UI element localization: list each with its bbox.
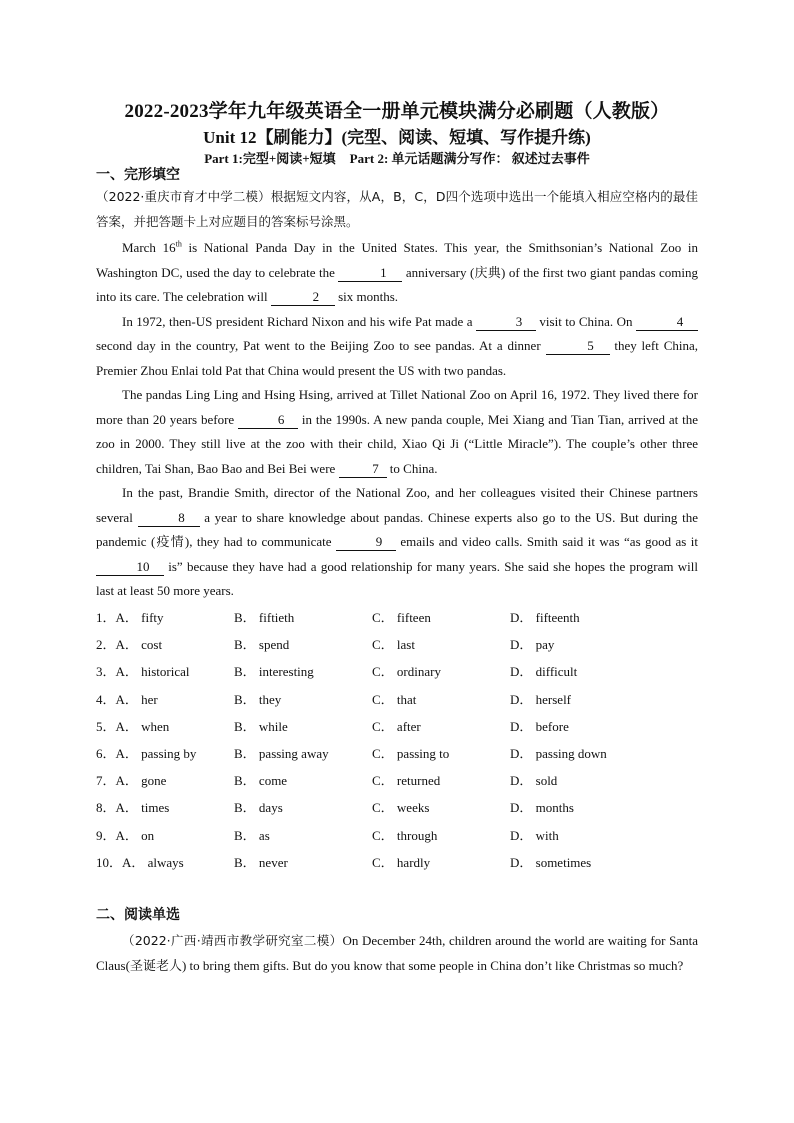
option-b[interactable]: B． as <box>234 827 270 843</box>
option-b[interactable]: B． come <box>234 773 288 789</box>
answer-options <box>96 604 706 876</box>
section2-heading: 二、阅读单选 <box>96 907 180 923</box>
option-row <box>96 686 706 713</box>
p2-text-c: second day in the country, Pat went to the Beijing Zoo to see pandas. At a dinner <box>96 338 546 353</box>
option-b[interactable]: B． they <box>234 691 282 707</box>
blank-2[interactable]: 2 <box>271 289 335 306</box>
option-c[interactable]: C． passing to <box>372 745 450 761</box>
option-c[interactable]: C． that <box>372 691 417 707</box>
option-c[interactable]: C． returned <box>372 773 441 789</box>
blank-5[interactable]: 5 <box>546 338 610 355</box>
option-b[interactable]: B． while <box>234 718 288 734</box>
option-c[interactable]: C． ordinary <box>372 664 441 680</box>
p3-text-a: The pandas Ling Ling and Hsing Hsing, arrived at Tillet National Zoo on April 16, 1972. They lived there for more than 20 years before <box>96 387 698 427</box>
option-a[interactable]: 6．A． passing by <box>96 745 197 761</box>
p3-text-c: to China. <box>386 460 438 476</box>
option-b[interactable]: B． days <box>234 800 283 816</box>
p1-text-b: is National Panda Day in the United States. This year, the Smithsonian’s National Zoo in Washington DC, used the day to celebrate the <box>96 240 698 280</box>
p4-text-b: a year to share knowledge about pandas. Chinese experts also go to the US. But during the pandemic (疫情), they had to communicate <box>96 509 698 549</box>
option-d[interactable]: D． passing down <box>510 745 607 761</box>
cloze-instructions: （2022·重庆市育才中学二模）根据短文内容，从A，B，C，D四个选项中选出一个能填入相应空格内的最佳答案，并把答题卡上对应题目的答案标号涂黑。 <box>96 189 698 229</box>
option-d[interactable]: D． months <box>510 800 574 816</box>
p2-text-a: In 1972, then-US president Richard Nixon and his wife Pat made a <box>122 313 476 329</box>
option-d[interactable]: D． sometimes <box>510 854 592 870</box>
option-d[interactable]: D． sold <box>510 773 558 789</box>
option-b[interactable]: B． passing away <box>234 745 329 761</box>
reading-source: （2022·广西·靖西市教学研究室二模） <box>122 933 343 948</box>
blank-3[interactable]: 3 <box>476 314 536 331</box>
option-row <box>96 658 706 685</box>
blank-9[interactable]: 9 <box>336 534 396 551</box>
option-d[interactable]: D． pay <box>510 637 555 653</box>
option-row <box>96 822 706 849</box>
option-a[interactable]: 3．A． historical <box>96 664 190 680</box>
option-a[interactable]: 5．A． when <box>96 718 170 734</box>
unit-title: Unit 12【刷能力】(完型、阅读、短填、写作提升练) <box>203 128 591 147</box>
option-row <box>96 740 706 767</box>
option-row <box>96 794 706 821</box>
cloze-paragraph-1 <box>96 236 698 310</box>
part2-label: Part 2: 单元话题满分写作： 叙述过去事件 <box>349 151 590 166</box>
option-b[interactable]: B． fiftieth <box>234 610 295 625</box>
blank-4[interactable]: 4 <box>636 314 698 331</box>
blank-10[interactable]: 10 <box>96 559 164 576</box>
cloze-paragraph-2 <box>96 310 698 384</box>
option-d[interactable]: D． fifteenth <box>510 610 580 625</box>
document-title: 2022-2023学年九年级英语全一册单元模块满分必刷题（人教版） <box>124 101 670 122</box>
option-row <box>96 631 706 658</box>
option-c[interactable]: C． through <box>372 827 438 843</box>
option-a[interactable]: 2．A． cost <box>96 637 163 653</box>
option-d[interactable]: D． difficult <box>510 664 578 680</box>
option-row <box>96 849 706 876</box>
section1-heading: 一、完形填空 <box>96 167 180 183</box>
p1-text-d: six months. <box>334 289 399 304</box>
option-a[interactable]: 4．A． her <box>96 691 158 707</box>
option-a[interactable]: 10．A． always <box>96 854 184 870</box>
reading-paragraph-1 <box>96 929 698 978</box>
cloze-paragraph-4 <box>96 481 698 604</box>
blank-1[interactable]: 1 <box>338 265 402 282</box>
p4-text-a: In the past, Brandie Smith, director of the National Zoo, and her colleagues visited their Chinese partners several <box>96 485 698 525</box>
option-c[interactable]: C． after <box>372 718 421 734</box>
blank-7[interactable]: 7 <box>339 461 387 478</box>
p3-text-b: in the 1990s. A new panda couple, Mei Xiang and Tian Tian, arrived at the zoo in 2000. They still live at the zoo with their child, Xiao Qi Ji (“Little Miracle”). The couple’s other three children, Tai Shan, Bao Bao and Bei Bei were <box>96 411 698 476</box>
option-a[interactable]: 8．A． times <box>96 800 170 816</box>
p2-text-b: visit to China. On <box>535 313 636 329</box>
p1-sup: th <box>175 239 182 249</box>
p1-text-a: March 16 <box>122 240 176 255</box>
option-a[interactable]: 7．A． gone <box>96 773 167 789</box>
option-c[interactable]: C． fifteen <box>372 610 431 625</box>
part1-label: Part 1:完型+阅读+短填 <box>204 151 336 166</box>
reading-text: On December 24th, children around the world are waiting for Santa Claus(圣诞老人) to bring them gifts. But do you know that some people in China don’t like Christmas so much? <box>96 933 698 973</box>
option-row <box>96 713 706 740</box>
p4-text-d: is” because they have had a good relationship for many years. She said she hopes the program will last at least 50 more years. <box>96 558 698 598</box>
p2-text-d: they left China, Premier Zhou Enlai told Pat that China would present the US with two pandas. <box>96 338 698 378</box>
option-c[interactable]: C． last <box>372 637 415 653</box>
option-d[interactable]: D． before <box>510 718 569 734</box>
reading-passage <box>96 929 698 978</box>
option-b[interactable]: B． spend <box>234 637 290 653</box>
option-row <box>96 767 706 794</box>
option-c[interactable]: C． hardly <box>372 854 431 870</box>
option-c[interactable]: C． weeks <box>372 800 430 816</box>
option-a[interactable]: 9．A． on <box>96 827 155 843</box>
blank-8[interactable]: 8 <box>138 510 200 527</box>
cloze-paragraph-3 <box>96 383 698 481</box>
option-a[interactable]: 1．A． fifty <box>96 610 164 625</box>
p4-text-c: emails and video calls. Smith said it was “as good as it <box>395 534 698 549</box>
cloze-passage <box>96 185 698 604</box>
option-row <box>96 604 706 631</box>
option-b[interactable]: B． interesting <box>234 664 314 680</box>
option-d[interactable]: D． with <box>510 827 559 843</box>
blank-6[interactable]: 6 <box>238 412 298 429</box>
option-b[interactable]: B． never <box>234 854 288 870</box>
p1-text-c: anniversary (庆典) of the first two giant pandas coming into its care. The celebration will <box>96 264 699 304</box>
option-d[interactable]: D． herself <box>510 691 572 707</box>
